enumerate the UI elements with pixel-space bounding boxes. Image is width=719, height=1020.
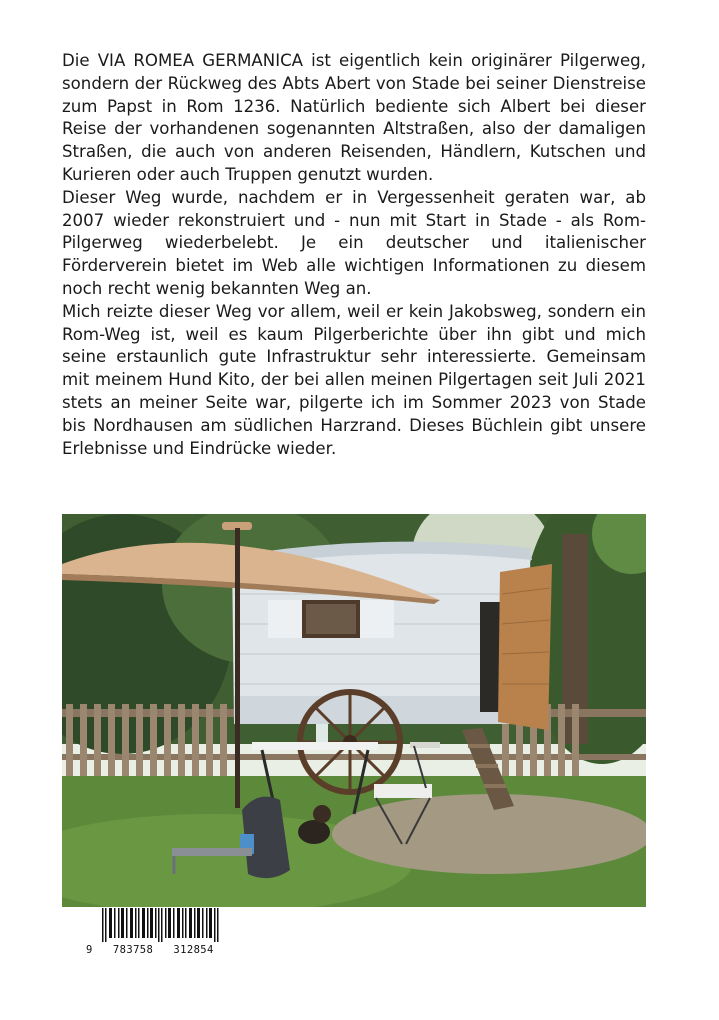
cover-text bbox=[62, 50, 646, 460]
paragraph-3: Mich reizte dieser Weg vor allem, weil er kein Jakobsweg, sondern ein Rom-Weg ist, weil es kaum Pilgerberichte über ihn gibt und mich seine erstaunlich gute Infrastruktur sehr interessierte. Gemeinsam mit meinem Hund Kito, der bei allen meinen Pilgertagen seit Juli 2021 stets an meiner Seite war, pilgerte ich im Sommer 2023 von Stade bis Nordhausen am südlichen Harzrand. Dieses Büchlein gibt unsere Erlebnisse und Eindrücke wieder. bbox=[62, 301, 646, 458]
isbn-digit-first: 9 bbox=[86, 944, 93, 956]
garden-wagon-photo bbox=[62, 514, 646, 907]
isbn-digit-group-1: 783758 bbox=[112, 944, 154, 956]
isbn-digits bbox=[86, 944, 226, 956]
paragraph-1: Die VIA ROMEA GERMANICA ist eigentlich kein originärer Pilgerweg, sondern der Rückweg des Abts Abert von Stade bei seiner Dienstreise zum Papst in Rom 1236. Natürlich bediente sich Albert bei dieser Reise der vorhandenen sogenannten Altstraßen, also der damaligen Straßen, die auch von anderen Reisenden, Händlern, Kutschen und Kurieren oder auch Truppen genutzt wurden. bbox=[62, 51, 646, 184]
isbn-digit-group-2: 312854 bbox=[173, 944, 214, 956]
paragraph-2: Dieser Weg wurde, nachdem er in Vergessenheit geraten war, ab 2007 wieder rekonstruiert und - nun mit Start in Stade - als Rom-Pilgerweg wiederbelebt. Je ein deutscher und italienischer Förderverein bietet im Web alle wichtigen Informationen zu diesem noch recht wenig bekannten Weg an. bbox=[62, 187, 646, 298]
